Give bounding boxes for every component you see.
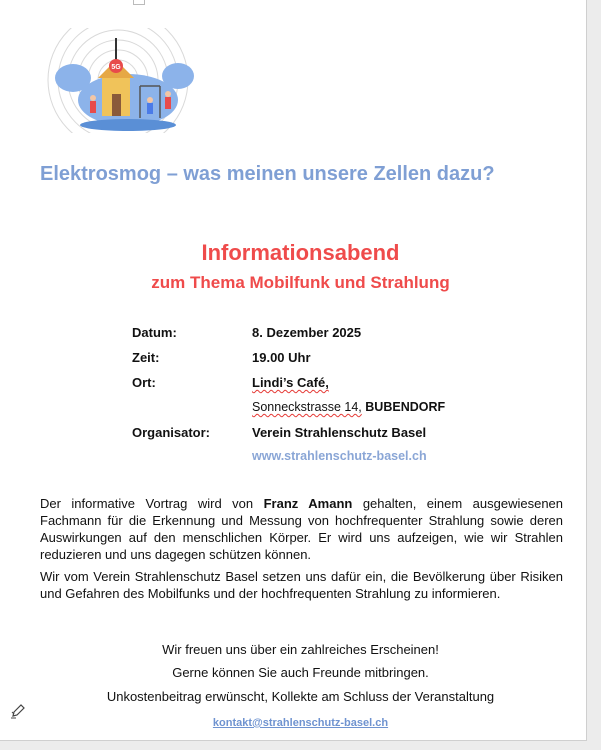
- date-value: 8. Dezember 2025: [252, 325, 362, 340]
- place-label: Ort:: [132, 375, 156, 390]
- place-address: [252, 400, 445, 414]
- logo-illustration-icon: [38, 28, 198, 133]
- time-label: Zeit:: [132, 350, 160, 365]
- contact-line: [0, 714, 601, 729]
- headline: Elektrosmog – was meinen unsere Zellen dazu?: [40, 163, 495, 185]
- organizer-label: Organisator:: [132, 425, 211, 440]
- paragraph-intro-start: Der informative Vortrag wird von: [40, 496, 264, 511]
- time-value: 19.00 Uhr: [252, 350, 311, 365]
- event-title: Informationsabend: [201, 240, 400, 265]
- speaker-name: Franz Amann: [263, 496, 353, 511]
- place-value: Lindi’s Café,: [252, 375, 329, 390]
- paragraph-intro-end: gehalten, einem ausgewiesenen Fachmann für die Erkennung und Messung von hochfrequenter Strahlung sowie deren Auswirkungen auf den menschlichen Körper. Er wird uns aufzeigen, wie wir Strahlen reduzieren und uns dagegen schützen können.: [40, 496, 564, 562]
- logo-badge-text: 5G: [111, 64, 121, 71]
- website-link[interactable]: www.strahlenschutz-basel.ch: [252, 449, 427, 463]
- organizer-value: Verein Strahlenschutz Basel: [252, 425, 427, 440]
- paragraph-intro: [40, 495, 563, 563]
- closing-line-1: Wir freuen uns über ein zahlreiches Erscheinen!: [162, 642, 439, 657]
- address-street: Sonneckstrasse 14,: [252, 400, 362, 414]
- date-label: Datum:: [132, 325, 177, 340]
- paragraph-association: Wir vom Verein Strahlenschutz Basel setzen uns dafür ein, die Bevölkerung über Risiken und Gefahren des Mobilfunks und der hochfrequenten Strahlung zu informieren.: [40, 569, 563, 601]
- closing-line-3: Unkostenbeitrag erwünscht, Kollekte am Schluss der Veranstaltung: [106, 689, 495, 704]
- closing-line-2: Gerne können Sie auch Freunde mitbringen.: [172, 665, 429, 680]
- pen-edit-icon[interactable]: [10, 703, 26, 719]
- contact-email-link[interactable]: kontakt@strahlenschutz-basel.ch: [212, 717, 389, 729]
- page-marker: [133, 0, 145, 5]
- event-subtitle: zum Thema Mobilfunk und Strahlung: [151, 273, 450, 292]
- address-town: BUBENDORF: [365, 400, 446, 414]
